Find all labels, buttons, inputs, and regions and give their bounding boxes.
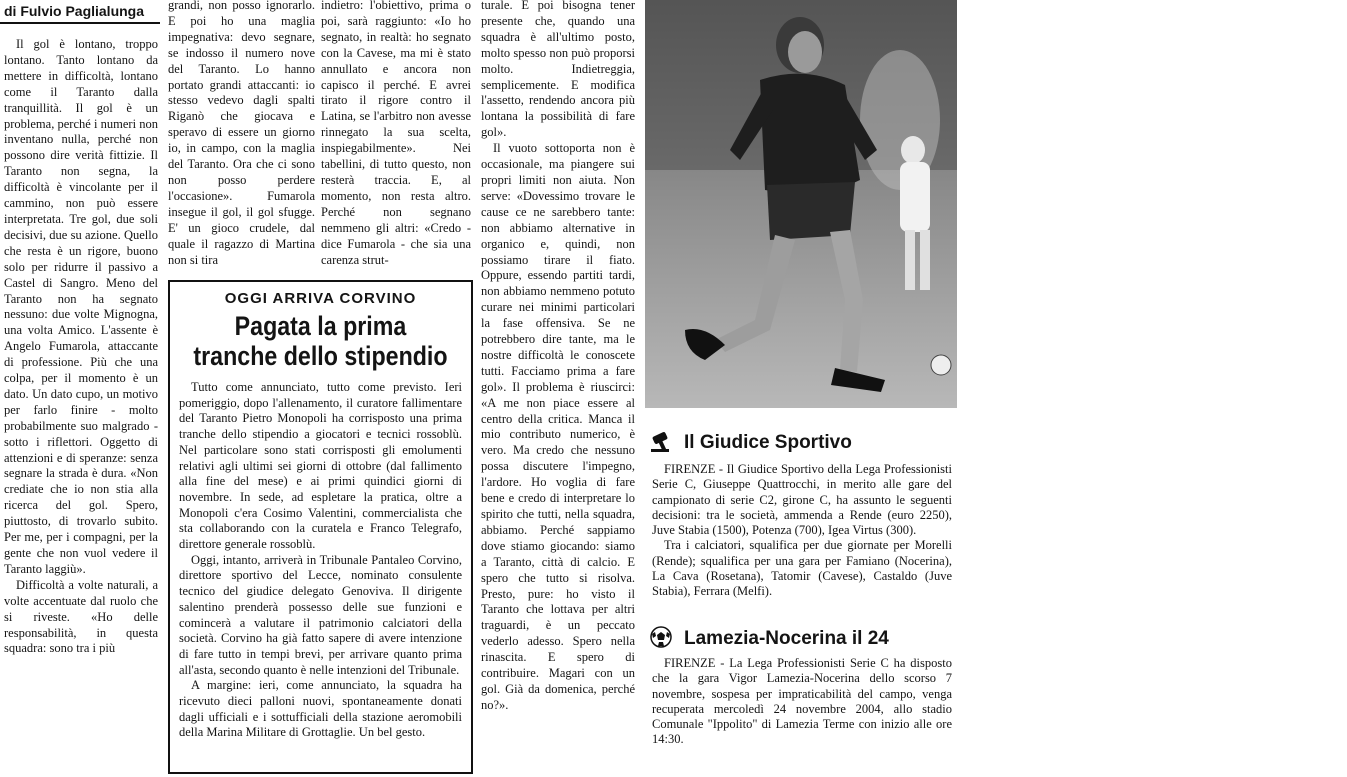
byline: di Fulvio Paglialunga [0, 0, 160, 24]
sidebar-article-box [168, 280, 473, 774]
paragraph: indietro: l'obiettivo, prima o poi, sarà raggiunto: «Io ho segnato, in realtà: ho segnato con la Cavese, ma mi è stato annullato e ancora non capisco il perché. E avrei tirato il rigore contro il Latina, se l'arbitro non avesse rinnegato la sua scelta, inspiegabilmente». Nei tabellini, di tutto questo, non resterà traccia. E, al momento, non resta altro. Perché non segnano nemmeno gli altri: «Credo - dice Fumarola - che sia una carenza strut- [321, 0, 471, 267]
paragraph: Difficoltà a volte naturali, a volte accentuate dal ruolo che si riveste. «Ho delle responsabilità, in questa squadra: sono tra i più [4, 577, 158, 656]
lamezia-body [652, 656, 952, 774]
player-photo [645, 0, 1347, 408]
paragraph: Tutto come annunciato, tutto come previsto. Ieri pomeriggio, dopo l'allenamento, il curatore fallimentare del Taranto Pietro Monopoli ha corrisposto una prima tranche dello stipendio a giocatori e tecnici rossoblù. Nel particolare sono stati corrisposti gli emolumenti relativi agli ultimi sei giorni di ottobre (dal fallimento alla fine del mese) e ai primi quindici giorni di novembre. In sede, ad espletare la pratica, oltre a Monopoli c'era Cosimo Valentini, commercialista che sta collaborando con la curatela e Franco Telegrafo, direttore generale rossoblù. [179, 380, 462, 552]
article-body [179, 380, 462, 768]
soccer-ball-icon [650, 626, 676, 648]
column-2 [168, 0, 315, 274]
paragraph: grandi, non posso ignorarlo. E poi ho una maglia impegnativa: devo segnare, se indosso il numero nove del Taranto. Lo hanno portato grandi attaccanti: io stesso vedevo dagli spalti Riganò che giocava e speravo di essere un giorno io, in campo, con la maglia del Taranto. Ora che ci sono non posso perdere l'occasione». Fumarola insegue il gol, il gol sfugge. E' un gioco crudele, dal quale il ragazzo di Martina non si tira [168, 0, 315, 267]
lamezia-heading [650, 624, 950, 654]
caption-name: Angelo Fumarola [1297, 352, 1347, 376]
lamezia-title: Lamezia-Nocerina il 24 [684, 628, 889, 649]
column-4 [481, 0, 635, 774]
article-headline: Pagata la prima tranche dello stipendio [193, 311, 448, 371]
column-3 [321, 0, 471, 274]
paragraph: Oggi, intanto, arriverà in Tribunale Pantaleo Corvino, direttore sportivo del Lecce, nominato consulente tecnico del giudice delegato Genoviva. Il dirigente salentino prenderà possesso delle sue funzioni e comincerà a valutare il patrimonio calciatori della società. Corvino ha già fatto sapere di avere intenzione di fare tutto in tempi brevi, per arrivare quanto prima all'asta, secondo quanto è nelle intenzioni del Tribunale. [179, 552, 462, 677]
paragraph: FIRENZE - Il Giudice Sportivo della Lega Professionisti Serie C, Giuseppe Quattrocchi, in merito alle gare del campionato di serie C2, girone C, ha assunto le seguenti decisioni: tra le società, ammenda a Rende (euro 2250), Juve Stabia (1500), Potenza (700), Igea Virtus (300). [652, 462, 952, 538]
photo-caption [1297, 352, 1347, 400]
paragraph: FIRENZE - La Lega Professionisti Serie C ha disposto che la gara Vigor Lamezia-Nocerina dello scorso 7 novembre, sospesa per impraticabilità del campo, venga recuperata mercoledì 24 novembre 2004, allo stadio Comunale "Ippolito" di Lamezia Terme con inizio alle ore 14:30. [652, 656, 952, 747]
paragraph: Il gol è lontano, troppo lontano. Tanto lontano da mettere in difficoltà, lontano come il Taranto dalla tranquillità. Il gol è un problema, perché i numeri non inventano nulla, perché non possono dire verità fittizie. Il Taranto non segna, la difficoltà è vincolante per il cammino, non può essere interpretata. Tre gol, due soli decisivi, due su azione. Quello che resta è un rigore, buono solo per ridurre il passivo a Castel di Sangro. Meno del Taranto non ha segnato nessuno: due volte Mignogna, una volta Amico. L'assente è Angelo Fumarola, attaccante di professione. Più che una colpa, per il momento è un dato. Un dato cupo, un motivo per farlo finire - molto probabilmente suo malgrado - sotto i riflettori. Oggetto di attenzioni e di speranze: senza segnare la strada è dura. «Non crediate che io non stia alla ricerca del gol. Spero, piuttosto, di trovarlo subito. Per me, per i compagni, per la gente che non vuol vedere il Taranto laggiù». [4, 37, 158, 576]
article-kicker: OGGI ARRIVA CORVINO [224, 290, 417, 307]
gavel-icon [650, 430, 676, 452]
photo-image [645, 0, 957, 408]
caption-credit: (Foto Cannella) [1297, 376, 1345, 400]
giudice-title: Il Giudice Sportivo [684, 432, 852, 453]
paragraph: Tra i calciatori, squalifica per due giornate per Morelli (Rende); squalifica per una gara per Famiano (Nocerina), La Cava (Rosetana), Tatomir (Cavese), Castaldo (Juve Stabia), Ferrara (Melfi). [652, 538, 952, 599]
paragraph: turale. E poi bisogna tener presente che, quando una squadra è all'ultimo posto, molto spesso non può proporsi molto. Indietreggia, semplicemente. E modifica l'assetto, rendendo ancora più lontana la possibilità di fare gol». [481, 0, 635, 140]
giudice-body [652, 462, 952, 620]
paragraph: Il vuoto sottoporta non è occasionale, ma piangere sui propri limiti non aiuta. Non serve: «Dovessimo trovare le cause ce ne sarebbero tante: non abbiamo alternative in organico e, quindi, non possiamo tirare il fiato. Oppure, essendo partiti tardi, non abbiamo nemmeno potuto curare nei minimi particolari la fase offensiva. Se ne potrebbero dire tante, ma le nostre difficoltà le conoscete tutti. Facciamo prima a fare gol». Il problema è riuscirci: «A me non piace essere al centro della critica. Manca il mio contributo numerico, è vero. Ma credo che nessuno possa discutere l'impegno, l'ardore. Ho voglia di fare bene e credo di interpretare lo spirito che tutti, nella squadra, abbiamo. Perché sappiamo dove stiamo giocando: siamo a Taranto, città di calcio. E spero che tutto si risolva. Presto, pure: ho visto il Taranto che lottava per altri traguardi, è un peccato vederlo adesso. Spero nella rinascita. E spero di contribuire. Magari con un gol. Già da domenica, perché no?». [481, 141, 635, 712]
giudice-heading [650, 428, 950, 458]
column-1 [4, 37, 158, 775]
paragraph: A margine: ieri, come annunciato, la squadra ha ricevuto dieci palloni nuovi, spontaneamente donati dagli ufficiali e i sottufficiali della stazione aeromobili della Marina Militare di Grottaglie. Un bel gesto. [179, 678, 462, 740]
